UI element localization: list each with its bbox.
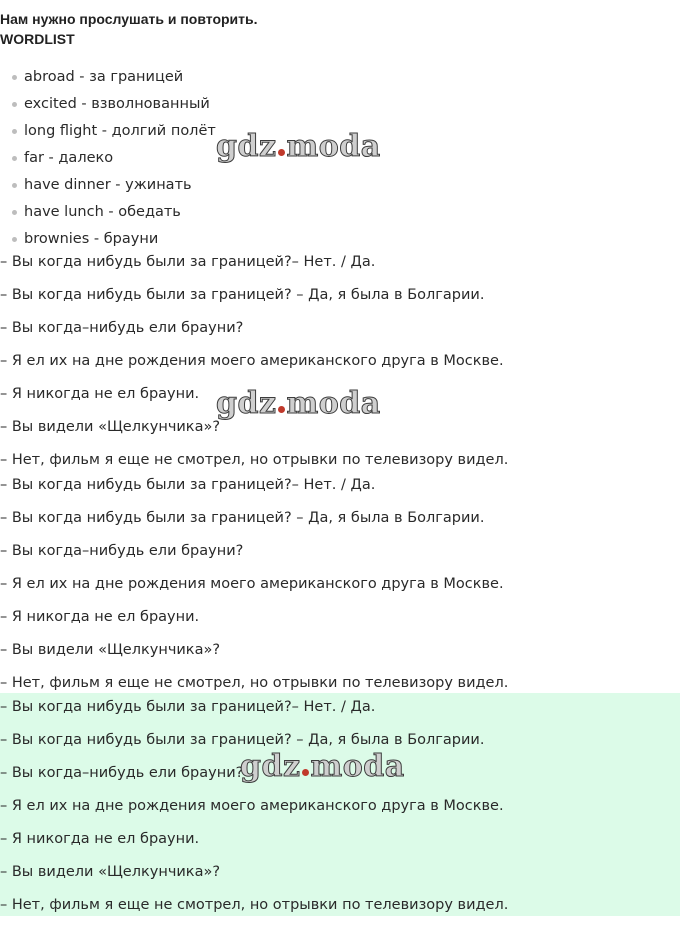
watermark-logo: gdz moda — [216, 386, 381, 421]
dialogue-line: – Нет, фильм я еще не смотрел, но отрывки по телевизору видел. — [0, 452, 509, 468]
dialogue-line: – Вы когда нибудь были за границей? – Да, я была в Болгарии. — [0, 287, 485, 303]
wordlist-heading: WORDLIST — [0, 31, 75, 47]
list-item: brownies - брауни — [0, 226, 216, 253]
dialogue-line: – Вы когда нибудь были за границей?– Нет. / Да. — [0, 254, 376, 270]
dialogue-line: – Я ел их на дне рождения моего американского друга в Москве. — [0, 798, 504, 814]
instruction-text: Нам нужно прослушать и повторить. — [0, 11, 258, 27]
dialogue-line: – Вы когда нибудь были за границей?– Нет. / Да. — [0, 477, 376, 493]
watermark-dot-icon — [302, 769, 309, 776]
list-item: far - далеко — [0, 145, 216, 172]
dialogue-line: – Вы когда нибудь были за границей? – Да, я была в Болгарии. — [0, 510, 485, 526]
bullet-icon — [12, 156, 17, 161]
intro — [0, 9, 258, 49]
dialogue-line: – Вы когда нибудь были за границей?– Нет. / Да. — [0, 699, 376, 715]
watermark-logo: gdz moda — [240, 749, 405, 784]
bullet-icon — [12, 75, 17, 80]
dialogue-block-3-highlighted — [0, 693, 680, 916]
dialogue-line: – Вы видели «Щелкунчика»? — [0, 419, 221, 435]
dialogue-line: – Я никогда не ел брауни. — [0, 386, 200, 402]
dialogue-line: – Вы видели «Щелкунчика»? — [0, 642, 221, 658]
watermark-dot-icon — [278, 149, 285, 156]
dialogue-line: – Вы когда нибудь были за границей? – Да, я была в Болгарии. — [0, 732, 485, 748]
dialogue-line: – Я никогда не ел брауни. — [0, 609, 200, 625]
watermark-logo: gdz moda — [216, 129, 381, 164]
wordlist — [0, 64, 216, 253]
dialogue-block-1 — [0, 251, 680, 482]
bullet-icon — [12, 129, 17, 134]
bullet-icon — [12, 237, 17, 242]
dialogue-line: – Вы видели «Щелкунчика»? — [0, 864, 221, 880]
dialogue-block-2 — [0, 474, 680, 705]
list-item: have dinner - ужинать — [0, 172, 216, 199]
dialogue-line: – Я никогда не ел брауни. — [0, 831, 200, 847]
dialogue-line: – Вы когда–нибудь ели брауни? — [0, 543, 244, 559]
dialogue-line: – Вы когда–нибудь ели брауни? — [0, 320, 244, 336]
bullet-icon — [12, 210, 17, 215]
dialogue-line: – Я ел их на дне рождения моего американского друга в Москве. — [0, 576, 504, 592]
list-item: have lunch - обедать — [0, 199, 216, 226]
dialogue-line: – Вы когда–нибудь ели брауни? — [0, 765, 244, 781]
watermark-dot-icon — [278, 406, 285, 413]
dialogue-line: – Нет, фильм я еще не смотрел, но отрывки по телевизору видел. — [0, 675, 509, 691]
list-item: abroad - за границей — [0, 64, 216, 91]
dialogue-line: – Я ел их на дне рождения моего американского друга в Москве. — [0, 353, 504, 369]
dialogue-line: – Нет, фильм я еще не смотрел, но отрывки по телевизору видел. — [0, 897, 509, 913]
list-item: excited - взволнованный — [0, 91, 216, 118]
bullet-icon — [12, 183, 17, 188]
list-item: long flight - долгий полёт — [0, 118, 216, 145]
bullet-icon — [12, 102, 17, 107]
